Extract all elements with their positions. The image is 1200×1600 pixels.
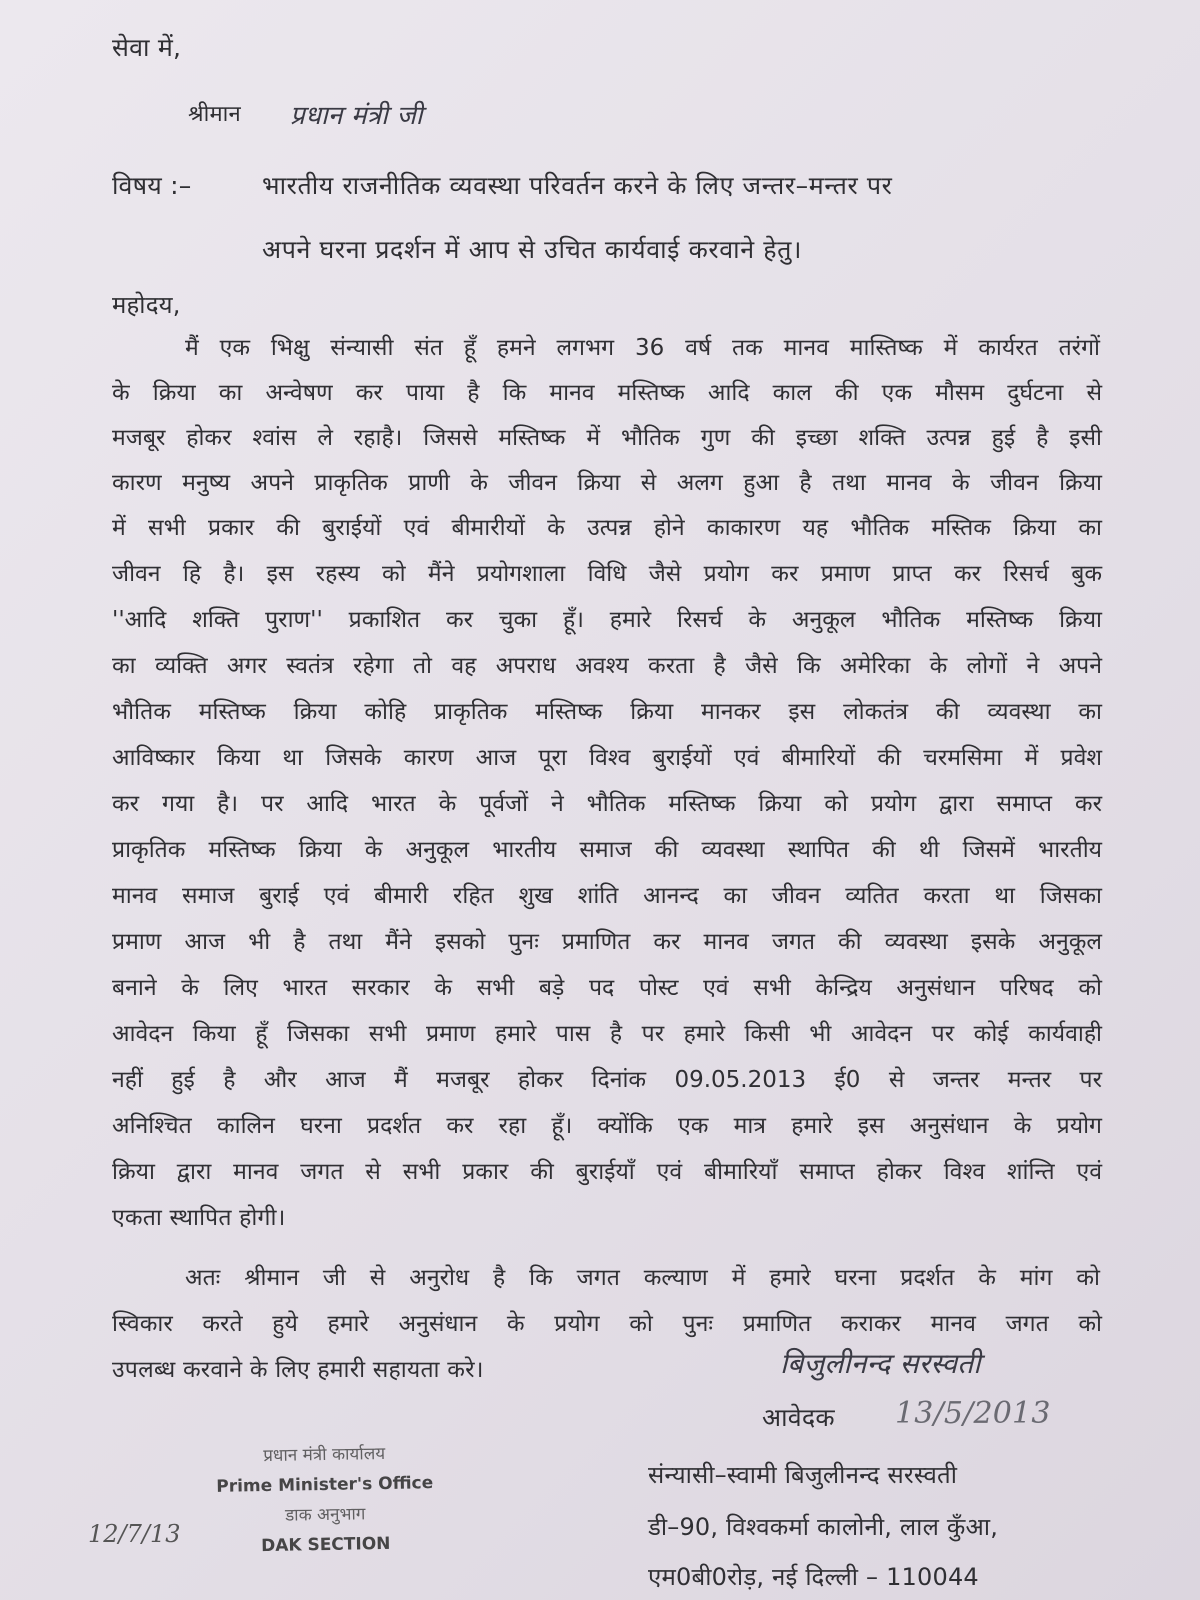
stamp-line: प्रधान मंत्री कार्यालय [263,1443,386,1467]
handwritten-signature: बिजुलीनन्द सरस्वती [780,1347,981,1380]
address-line-2: एम0बी0रोड़, नई दिल्ली – 110044 [648,1563,979,1591]
body-line: आविष्कार किया था जिसके कारण आज पूरा विश्व बुराईयों एवं बीमारियों की चरमसिमा में प्रवेश [112,745,1102,771]
body-line: एकता स्थापित होगी। [112,1205,286,1231]
body-line: प्रमाण आज भी है तथा मैंने इसको पुनः प्रमाणित कर मानव जगत की व्यवस्था इसके अनुकूल [112,929,1102,955]
body-line: ''आदि शक्ति पुराण'' प्रकाशित कर चुका हूँ। हमारे रिसर्च के अनुकूल भौतिक मस्तिष्क क्रिया [112,607,1102,633]
applicant-label: आवेदक [762,1403,835,1432]
body-line: प्राकृतिक मस्तिष्क क्रिया के अनुकूल भारतीय समाज की व्यवस्था स्थापित की थी जिसमें भारतीय [112,837,1102,863]
applicant-name: संन्यासी–स्वामी बिजुलीनन्द सरस्वती [648,1461,958,1489]
request-line: स्विकार करते हुये हमारे अनुसंधान के प्रयोग को पुनः प्रमाणित कराकर मानव जगत को [112,1311,1102,1337]
stamp-line: Prime Minister's Office [216,1473,434,1497]
stamp-initials: 12/7/13 [88,1520,181,1548]
body-line: का व्यक्ति अगर स्वतंत्र रहेगा तो वह अपराध अवश्य करता है जैसे कि अमेरिका के लोगों ने अपने [112,653,1102,679]
subject-line-1: भारतीय राजनीतिक व्यवस्था परिवर्तन करने के लिए जन्तर–मन्तर पर [262,171,893,200]
request-line: उपलब्ध करवाने के लिए हमारी सहायता करे। [112,1357,484,1383]
body-line: में सभी प्रकार की बुराईयों एवं बीमारीयों के उत्पन्न होने काकारण यह भौतिक मस्तिक क्रिया का [112,515,1102,541]
body-line: कारण मनुष्य अपने प्राकृतिक प्राणी के जीवन क्रिया से अलग हुआ है तथा मानव के जीवन क्रिया [112,470,1102,496]
request-line: अतः श्रीमान जी से अनुरोध है कि जगत कल्याण में हमारे घरना प्रदर्शत के मांग को [185,1265,1100,1291]
body-line: मानव समाज बुराई एवं बीमारी रहित शुख शांति आनन्द का जीवन व्यतित करता था जिसका [112,883,1102,909]
body-line: भौतिक मस्तिष्क क्रिया कोहि प्राकृतिक मस्तिष्क क्रिया मानकर इस लोकतंत्र की व्यवस्था का [112,699,1102,725]
body-line: मजबूर होकर श्वांस ले रहाहै। जिससे मस्तिष्क में भौतिक गुण की इच्छा शक्ति उत्पन्न हुई है इसी [112,425,1102,451]
addressee-prefix: श्रीमान [188,102,241,127]
greeting: महोदय, [112,291,181,319]
body-line: जीवन हि है। इस रहस्य को मैंने प्रयोगशाला विधि जैसे प्रयोग कर प्रमाण प्राप्त कर रिसर्च बुक [112,561,1102,587]
address-line-1: डी–90, विश्वकर्मा कालोनी, लाल कुँआ, [648,1513,999,1541]
body-line: मैं एक भिक्षु संन्यासी संत हूँ हमने लगभग 36 वर्ष तक मानव मास्तिष्क में कार्यरत तरंगों [185,335,1100,361]
body-line: क्रिया द्वारा मानव जगत से सभी प्रकार की बुराईयाँ एवं बीमारियाँ समाप्त होकर विश्व शांन्ति एवं [112,1159,1102,1185]
body-line: आवेदन किया हूँ जिसका सभी प्रमाण हमारे पास है पर हमारे किसी भी आवेदन पर कोई कार्यवाही [112,1021,1102,1047]
body-line: बनाने के लिए भारत सरकार के सभी बड़े पद पोस्ट एवं सभी केन्द्रिय अनुसंधान परिषद को [112,975,1102,1001]
salutation: सेवा में, [112,33,182,62]
stamp-line: डाक अनुभाग [284,1504,366,1526]
subject-label: विषय :– [112,171,192,200]
dak-section-stamp [199,1438,451,1562]
body-line: अनिश्चित कालिन घरना प्रदर्शत कर रहा हूँ। क्योंकि एक मात्र हमारे इस अनुसंधान के प्रयोग [112,1113,1102,1139]
stamp-line: DAK SECTION [260,1533,391,1557]
body-line: नहीं हुई है और आज मैं मजबूर होकर दिनांक 09.05.2013 ई0 से जन्तर मन्तर पर [112,1067,1102,1093]
addressee-handwritten: प्रधान मंत्री जी [290,101,423,131]
body-line: कर गया है। पर आदि भारत के पूर्वजों ने भौतिक मस्तिष्क क्रिया को प्रयोग द्वारा समाप्त कर [112,791,1102,817]
subject-line-2: अपने घरना प्रदर्शन में आप से उचित कार्यवाई करवाने हेतु। [262,235,803,264]
body-line: के क्रिया का अन्वेषण कर पाया है कि मानव मस्तिष्क आदि काल की एक मौसम दुर्घटना से [112,380,1102,406]
handwritten-date: 13/5/2013 [895,1396,1051,1431]
